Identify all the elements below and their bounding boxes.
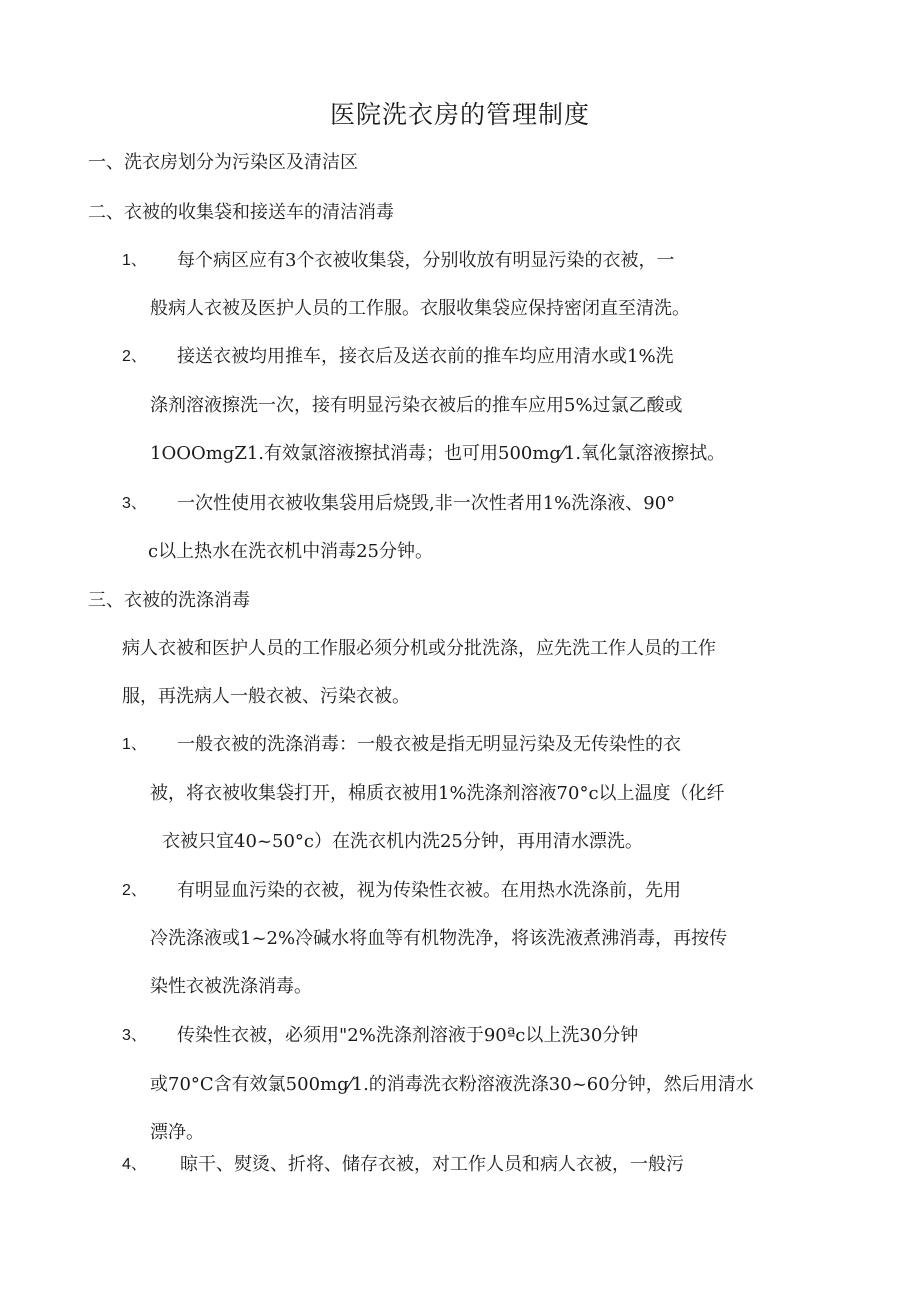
paragraph-line: 传染性衣被，必须用"2%洗涤剂溶液于90ªc以上洗30分钟 (177, 1025, 639, 1046)
paragraph-line: 衣被只宜40~50°c）在洗衣机内洗25分钟，再用清水漂洗。 (162, 831, 643, 852)
section-1-heading: 一、洗衣房划分为污染区及清洁区 (88, 152, 358, 173)
paragraph-line: 般病人衣被及医护人员的工作服。衣服收集袋应保持密闭直至清洗。 (150, 298, 690, 319)
item-number: 3、 (122, 1027, 147, 1044)
item-number: 1、 (122, 252, 147, 269)
section-2-heading: 二、衣被的收集袋和接送车的清洁消毒 (88, 202, 394, 223)
paragraph-line: 或70°C含有效氯500mg⁄1.的消毒洗衣粉溶液洗涤30~60分钟，然后用清水 (150, 1074, 754, 1095)
document-title: 医院洗衣房的管理制度 (329, 100, 590, 129)
item-number: 4、 (122, 1156, 147, 1173)
item-number: 2、 (122, 348, 147, 365)
paragraph-line: 每个病区应有3个衣被收集袋，分别收放有明显污染的衣被，一 (177, 250, 675, 271)
item-number: 3、 (122, 495, 147, 512)
paragraph-line: 涤剂溶液擦洗一次，接有明显污染衣被后的推车应用5%过氯乙酸或 (150, 395, 683, 416)
paragraph-line: 病人衣被和医护人员的工作服必须分机或分批洗涤，应先洗工作人员的工作 (122, 638, 716, 659)
paragraph-line: 晾干、熨烫、折将、储存衣被，对工作人员和病人衣被，一般污 (180, 1154, 684, 1175)
paragraph-line: 服，再洗病人一般衣被、污染衣被。 (122, 686, 410, 707)
paragraph-line: 有明显血污染的衣被，视为传染性衣被。在用热水洗涤前，先用 (177, 880, 681, 901)
paragraph-line: 染性衣被洗涤消毒。 (150, 976, 312, 997)
paragraph-line: 一次性使用衣被收集袋用后烧毁,非一次性者用1%洗涤液、90° (177, 493, 676, 514)
paragraph-line: c以上热水在洗衣机中消毒25分钟。 (148, 541, 433, 562)
item-number: 2、 (122, 882, 147, 899)
item-number: 1、 (122, 736, 147, 753)
paragraph-line: 1OOOmgZ1.有效氯溶液擦拭消毒；也可用500mg⁄1.氧化氯溶液擦拭。 (150, 443, 726, 464)
paragraph-line: 一般衣被的洗涤消毒：一般衣被是指无明显污染及无传染性的衣 (177, 734, 681, 755)
paragraph-line: 漂净。 (150, 1122, 204, 1143)
paragraph-line: 被，将衣被收集袋打开，棉质衣被用1%洗涤剂溶液70°c以上温度（化纤 (150, 783, 725, 804)
paragraph-line: 接送衣被均用推车，接衣后及送衣前的推车均应用清水或1%洗 (177, 346, 674, 367)
paragraph-line: 冷洗涤液或1~2%冷碱水将血等有机物洗净，将该洗液煮沸消毒，再按传 (150, 928, 728, 949)
section-3-heading: 三、衣被的洗涤消毒 (88, 590, 250, 611)
